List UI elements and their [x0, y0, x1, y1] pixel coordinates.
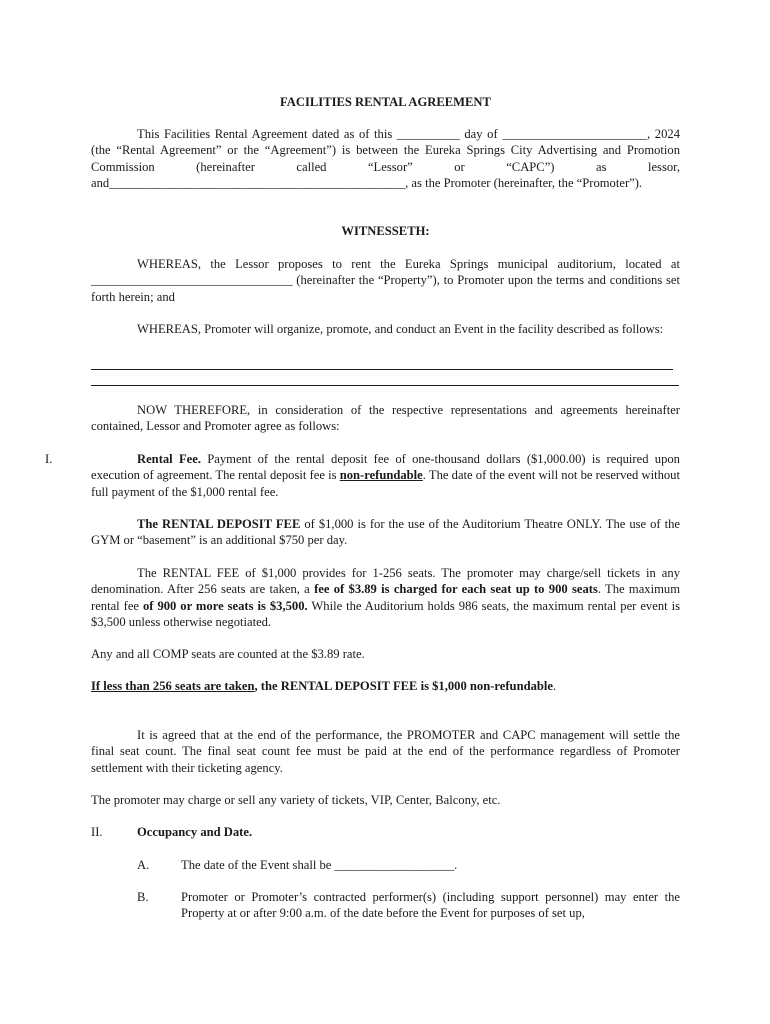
event-description-line-1 — [91, 369, 673, 370]
deposit-fee-paragraph — [91, 516, 680, 549]
rental-fee-text-1: The RENTAL FEE of $1,000 provides for 1-256 seats. The promoter may charge/sell tickets in any denomination. After 256 seats are taken, a — [91, 566, 680, 597]
event-description-line-2 — [91, 385, 679, 386]
deposit-fee-lead: The RENTAL DEPOSIT FEE — [137, 517, 301, 531]
comp-seats-paragraph: Any and all COMP seats are counted at the $3.89 rate. — [91, 647, 365, 661]
non-refundable-term: non-refundable — [339, 468, 423, 483]
section-number-2: II. — [91, 825, 103, 839]
section-number-1: I. — [45, 452, 53, 466]
rental-fee-bold-1: fee of $3.89 is charged for each seat up to 900 seats — [314, 582, 598, 597]
rental-fee-section — [45, 451, 680, 500]
section-heading-1: Rental Fee. — [137, 452, 201, 466]
witnesseth-heading: WITNESSETH: — [341, 224, 430, 238]
settlement-paragraph: It is agreed that at the end of the performance, the PROMOTER and CAPC management will settle the final seat count. The final seat count fee must be paid at the end of the performance regardless of Promoter settlement with their ticketing agency. — [91, 728, 680, 775]
less-than-256-fee: , the RENTAL DEPOSIT FEE is $1,000 non-refundable — [254, 679, 553, 693]
deposit-fee-text: of $1,000 is for the use of the Auditorium Theatre ONLY. The use of the GYM or “basement” is an additional $750 per day. — [91, 517, 680, 548]
less-than-256-paragraph — [91, 678, 680, 694]
document-title: FACILITIES RENTAL AGREEMENT — [280, 95, 491, 109]
rental-fee-text-after: . The date of the event will not be reserved without full payment of the $1,000 rental fee. — [91, 468, 680, 499]
rental-fee-text-before: Payment of the rental deposit fee of one-thousand dollars ($1,000.00) is required upon execution of agreement. The rental deposit fee is — [91, 452, 680, 483]
less-than-256-condition: If less than 256 seats are taken — [91, 679, 255, 693]
whereas-property-paragraph: WHEREAS, the Lessor proposes to rent the Eureka Springs municipal auditorium, located at ________________________________ (hereinafter the “Property”), to Promoter upon the terms and conditions set forth herein; and — [91, 257, 680, 304]
less-than-256-end: . — [552, 679, 557, 693]
event-date-item: The date of the Event shall be ___________________. — [181, 858, 458, 872]
tickets-paragraph: The promoter may charge or sell any variety of tickets, VIP, Center, Balcony, etc. — [91, 793, 501, 807]
entry-time-item: Promoter or Promoter’s contracted performer(s) (including support personnel) may enter the Property at or after 9:00 a.m. of the date before the Event for purposes of set up, — [181, 890, 680, 921]
rental-fee-paragraph — [91, 565, 680, 630]
whereas-event-paragraph: WHEREAS, Promoter will organize, promote, and conduct an Event in the facility described as follows: — [137, 322, 664, 336]
now-therefore-paragraph: NOW THEREFORE, in consideration of the respective representations and agreements hereinafter contained, Lessor and Promoter agree as follows: — [91, 403, 680, 434]
rental-fee-text-3: While the Auditorium holds 986 seats, the maximum rental per event is $3,500 unless otherwise negotiated. — [91, 598, 680, 629]
rental-fee-bold-2: of 900 or more seats is $3,500. — [142, 598, 308, 613]
intro-paragraph: This Facilities Rental Agreement dated as of this __________ day of _______________________, 2024 (the “Rental Agreement” or the “Agreement”) is between the Eureka Springs City Advertising and Promotion Commission (hereinafter called “Lessor” or “CAPC”) as lessor, and_______________________________________________, as the Promoter (hereinafter, the “Promoter”). — [91, 127, 680, 190]
rental-fee-text-2: . The maximum rental fee — [91, 582, 680, 613]
subsection-letter-b: B. — [137, 890, 149, 904]
subsection-letter-a: A. — [137, 858, 150, 872]
section-heading-2: Occupancy and Date. — [137, 825, 253, 839]
